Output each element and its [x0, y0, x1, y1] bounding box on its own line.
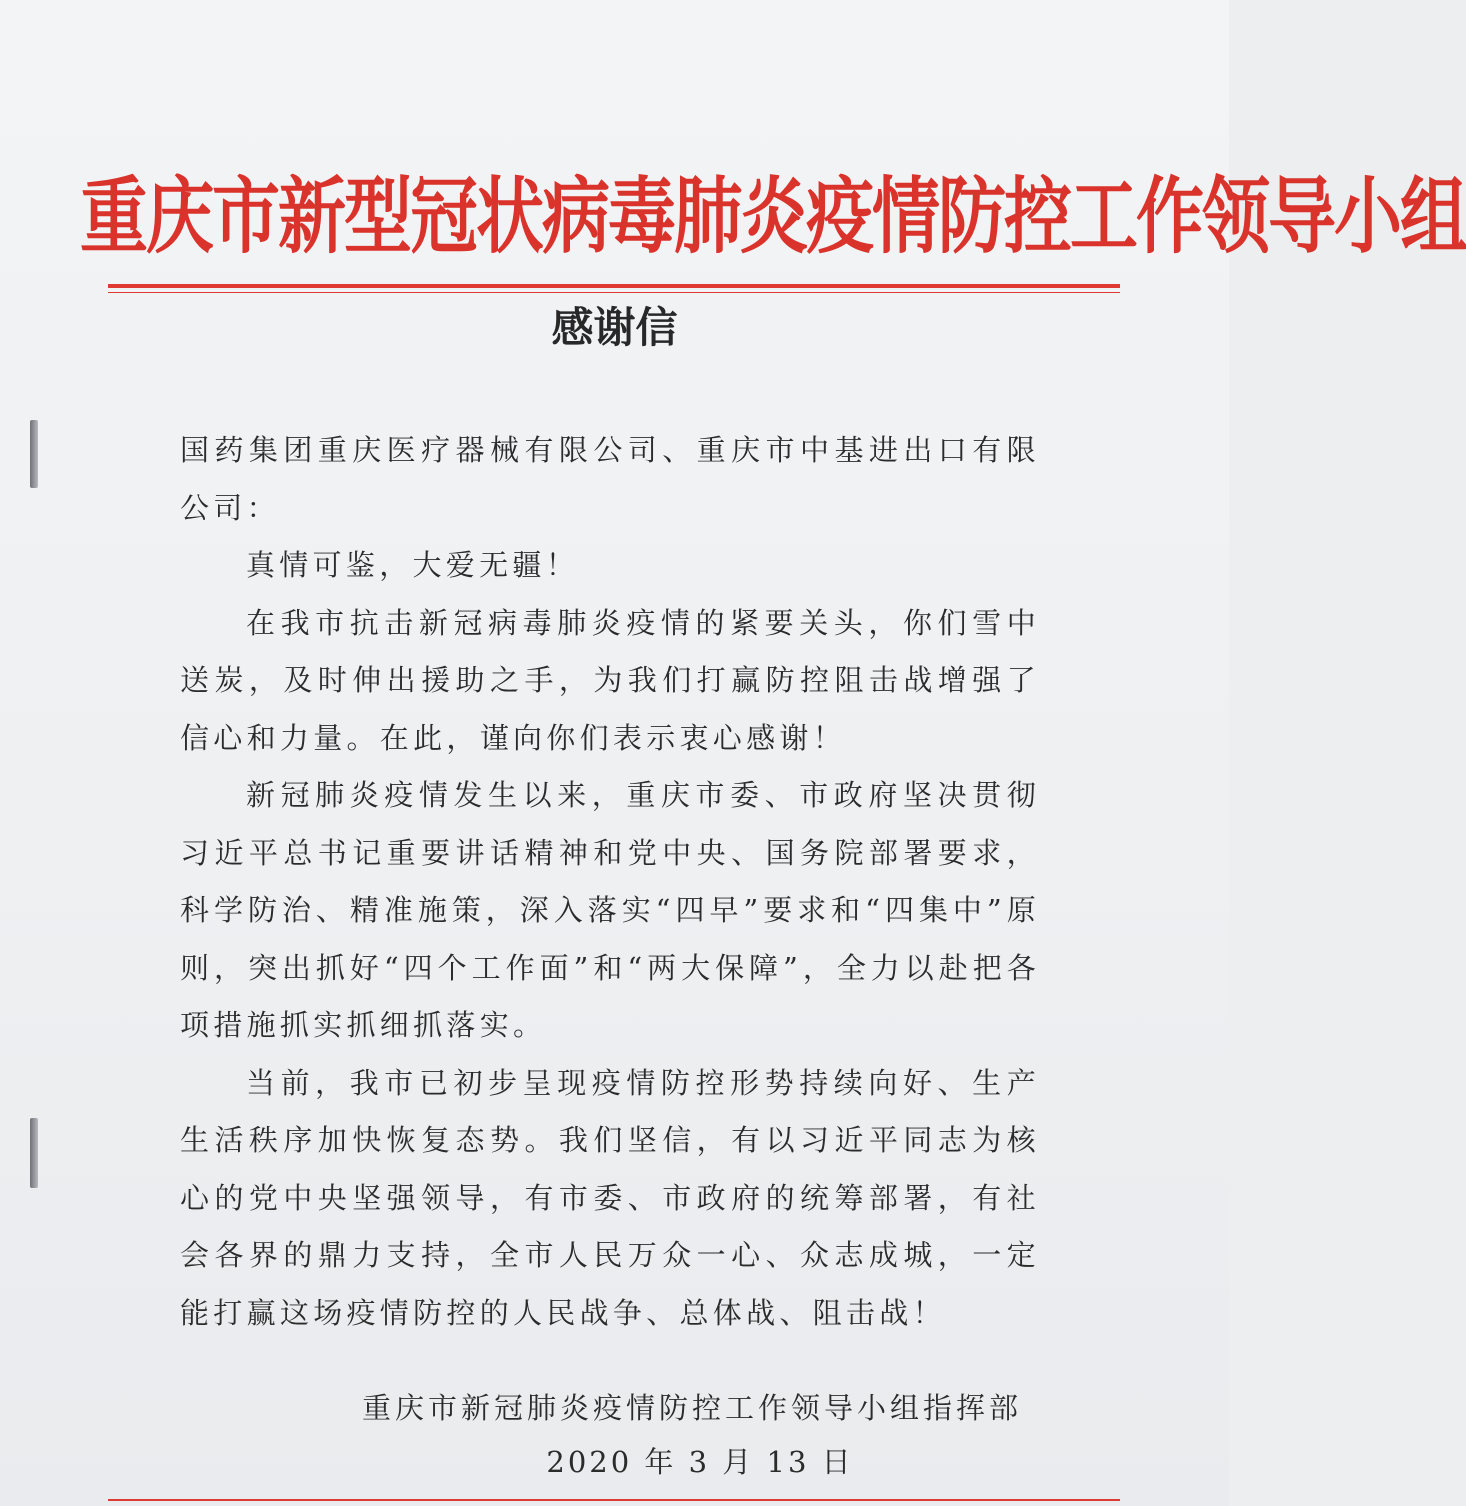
date-line: 2020 年 3 月 13 日 [546, 1445, 854, 1479]
footer-red-rule [108, 1499, 1120, 1501]
paragraph-measures: 新冠肺炎疫情发生以来，重庆市委、市政府坚决贯彻习近平总书记重要讲话精神和党中央、国务院部署要求，科学防治、精准施策，深入落实“四早”要求和“四集中”原则，突出抓好“四个工作面”和“两大保障”，全力以赴把各项措施抓实抓细抓落实。 [180, 778, 1040, 1042]
recipient-line: 国药集团重庆医疗器械有限公司、重庆市中基进出口有限公司： [180, 433, 1040, 525]
paragraph-thanks: 在我市抗击新冠病毒肺炎疫情的紧要关头，你们雪中送炭，及时伸出援助之手，为我们打赢防控阻击战增强了信心和力量。在此，谨向你们表示衷心感谢！ [180, 605, 1040, 755]
header-red-rule-thin [108, 292, 1120, 293]
letter-body [180, 422, 1040, 1342]
signature-line: 重庆市新冠肺炎疫情防控工作领导小组指挥部 [361, 1391, 1022, 1425]
paragraph-greeting: 真情可鉴，大爱无疆！ [246, 548, 580, 582]
binder-hole-mark-top [30, 420, 38, 488]
binder-hole-mark-bottom [30, 1118, 38, 1188]
organization-header: 重庆市新型冠状病毒肺炎疫情防控工作领导小组 [80, 168, 1466, 266]
paragraph-outlook: 当前，我市已初步呈现疫情防控形势持续向好、生产生活秩序加快恢复态势。我们坚信，有以习近平同志为核心的党中央坚强领导，有市委、市政府的统筹部署，有社会各界的鼎力支持，全市人民万众一心、众志成城，一定能打赢这场疫情防控的人民战争、总体战、阻击战！ [180, 1065, 1040, 1330]
header-red-rule [108, 284, 1120, 288]
letter-title: 感谢信 [551, 303, 678, 352]
